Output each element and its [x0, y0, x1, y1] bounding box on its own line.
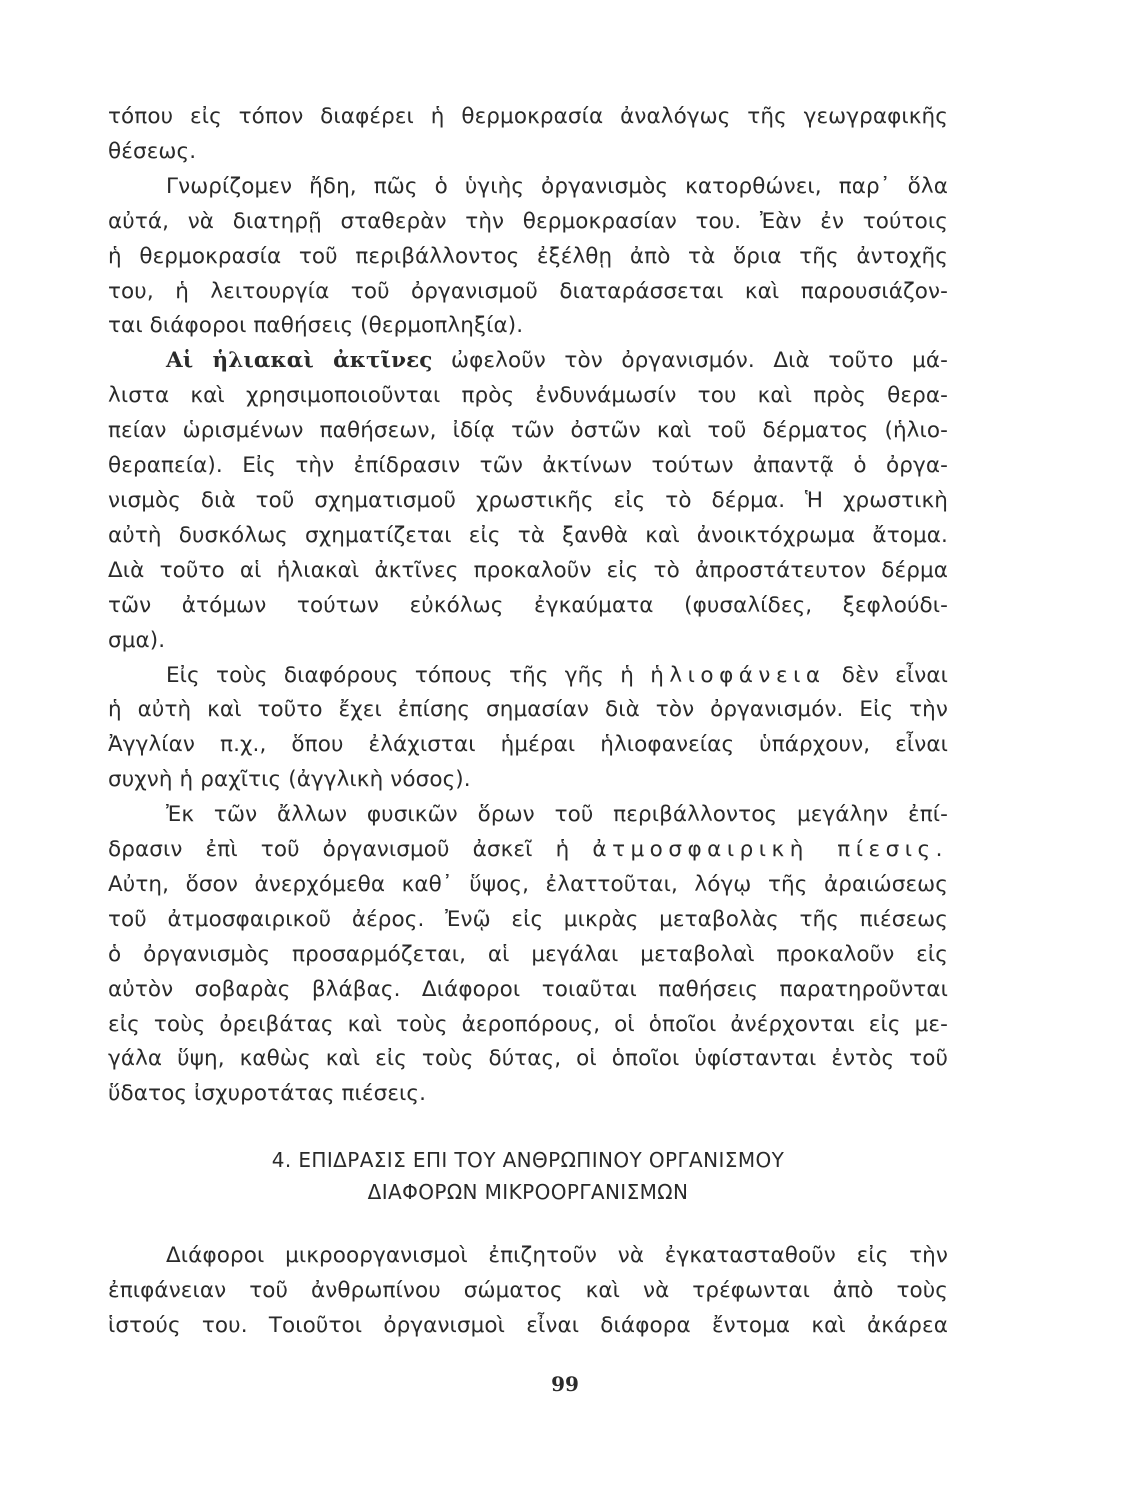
text-line: ὕδατος ἰσχυροτάτας πιέσεις. [108, 1081, 427, 1107]
text-line: τόπου εἰς τόπον διαφέρει ἡ θερμοκρασία ἀναλόγως τῆς γεωγραφικῆς [108, 104, 948, 129]
text-line: ἱστούς του. Τοιοῦτοι ὀργανισμοὶ εἶναι διάφορα ἔντομα καὶ ἀκάρεα [108, 1312, 948, 1338]
text-line: λιστα καὶ χρησιμοποιοῦνται πρὸς ἐνδυνάμωσίν του καὶ πρὸς θερα- [108, 383, 948, 409]
text-line: ἐπιφάνειαν τοῦ ἀνθρωπίνου σώματος καὶ νὰ τρέφωνται ἀπὸ τοὺς [108, 1277, 948, 1303]
text-span: Εἰς τοὺς διαφόρους τόπους τῆς γῆς ἡ [166, 662, 635, 688]
text-line: γάλα ὕψη, καθὼς καὶ εἰς τοὺς δύτας, οἱ ὁποῖοι ὑφίστανται ἐντὸς τοῦ [108, 1046, 948, 1072]
text-line: νισμὸς διὰ τοῦ σχηματισμοῦ χρωστικῆς εἰς τὸ δέρμα. Ἡ χρωστικὴ [108, 487, 948, 513]
page-number: 99 [551, 1372, 579, 1396]
text-span: ὠφελοῦν τὸν ὀργανισμόν. Διὰ τοῦτο μά- [451, 348, 948, 374]
text-line: συχνὴ ἡ ραχῖτις (ἀγγλικὴ νόσος). [108, 767, 471, 793]
text-line: αὐτά, νὰ διατηρῇ σταθερὰν τὴν θερμοκρασίαν του. Ἐὰν ἐν τούτοις [108, 208, 948, 234]
text-line: σμα). [108, 627, 166, 653]
text-line: Γνωρίζομεν ἤδη, πῶς ὁ ὑγιὴς ὀργανισμὸς κατορθώνει, παρ᾽ ὅλα [166, 173, 948, 199]
text-line [108, 659, 948, 694]
spaced-term: ἀτμοσφαιρικὴ πίεσις. [592, 837, 948, 863]
text-line: Αὐτη, ὅσον ἀνερχόμεθα καθ᾽ ὕψος, ἐλαττοῦται, λόγῳ τῆς ἀραιώσεως [108, 871, 948, 897]
text-line: ὁ ὀργανισμὸς προσαρμόζεται, αἱ μεγάλαι μεταβολαὶ προκαλοῦν εἰς [108, 941, 948, 967]
text-line: Διάφοροι μικροοργανισμοὶ ἐπιζητοῦν νὰ ἐγκατασταθοῦν εἰς τὴν [166, 1243, 948, 1268]
text-span: δρασιν ἐπὶ τοῦ ὀργανισμοῦ ἀσκεῖ ἡ [108, 837, 570, 863]
text-line: αὐτὸν σοβαρὰς βλάβας. Διάφοροι τοιαῦται παθήσεις παρατηροῦνται [108, 976, 948, 1002]
text-line: ἡ θερμοκρασία τοῦ περιβάλλοντος ἐξέλθῃ ἀπὸ τὰ ὅρια τῆς ἀντοχῆς [108, 243, 948, 269]
text-line: Διὰ τοῦτο αἱ ἡλιακαὶ ἀκτῖνες προκαλοῦν εἰς τὸ ἀπροστάτευτον δέρμα [108, 557, 948, 583]
text-line: τῶν ἀτόμων τούτων εὐκόλως ἐγκαύματα (φυσαλίδες, ξεφλούδι- [108, 592, 948, 618]
text-line: θεραπεία). Εἰς τὴν ἐπίδρασιν τῶν ἀκτίνων τούτων ἀπαντᾷ ὁ ὀργα- [108, 453, 948, 479]
text-line: θέσεως. [108, 138, 197, 164]
text-line: εἰς τοὺς ὀρειβάτας καὶ τοὺς ἀεροπόρους, οἱ ὁποῖοι ἀνέρχονται εἰς με- [108, 1011, 948, 1037]
spaced-term: ἡλιοφάνεια [650, 662, 826, 688]
bold-phrase: Αἱ ἡλιακαὶ ἀκτῖνες [166, 348, 433, 374]
text-line: τοῦ ἀτμοσφαιρικοῦ ἀέρος. Ἐνῷ εἰς μικρὰς μεταβολὰς τῆς πιέσεως [108, 906, 948, 932]
body-text-upper [108, 100, 948, 1112]
text-line: Ἀγγλίαν π.χ., ὅπου ἐλάχισται ἡμέραι ἡλιοφανείας ὑπάρχουν, εἶναι [108, 732, 948, 758]
text-line [108, 344, 948, 379]
section-heading-line: 4. ΕΠΙΔΡΑΣΙΣ ΕΠΙ ΤΟΥ ΑΝΘΡΩΠΙΝΟΥ ΟΡΓΑΝΙΣΜΟΥ [271, 1148, 785, 1172]
text-line: αὐτὴ δυσκόλως σχηματίζεται εἰς τὰ ξανθὰ καὶ ἀνοικτόχρωμα ἄτομα. [108, 522, 948, 548]
text-line: πείαν ὡρισμένων παθήσεων, ἰδίᾳ τῶν ὀστῶν καὶ τοῦ δέρματος (ἡλιο- [108, 418, 948, 444]
text-span: δὲν εἶναι [841, 662, 949, 688]
text-line: Ἐκ τῶν ἄλλων φυσικῶν ὅρων τοῦ περιβάλλοντος μεγάλην ἐπί- [166, 802, 948, 828]
text-line: ται διάφοροι παθήσεις (θερμοπληξία). [108, 313, 524, 339]
section-heading [108, 1148, 948, 1204]
text-line: του, ἡ λειτουργία τοῦ ὀργανισμοῦ διαταράσσεται καὶ παρουσιάζον- [108, 278, 948, 304]
text-line: ἡ αὐτὴ καὶ τοῦτο ἔχει ἐπίσης σημασίαν διὰ τὸν ὀργανισμόν. Εἰς τὴν [108, 697, 948, 723]
text-line [108, 833, 948, 868]
section-heading-line: ΔΙΑΦΟΡΩΝ ΜΙΚΡΟΟΡΓΑΝΙΣΜΩΝ [367, 1180, 689, 1204]
body-text-lower [108, 1239, 948, 1344]
